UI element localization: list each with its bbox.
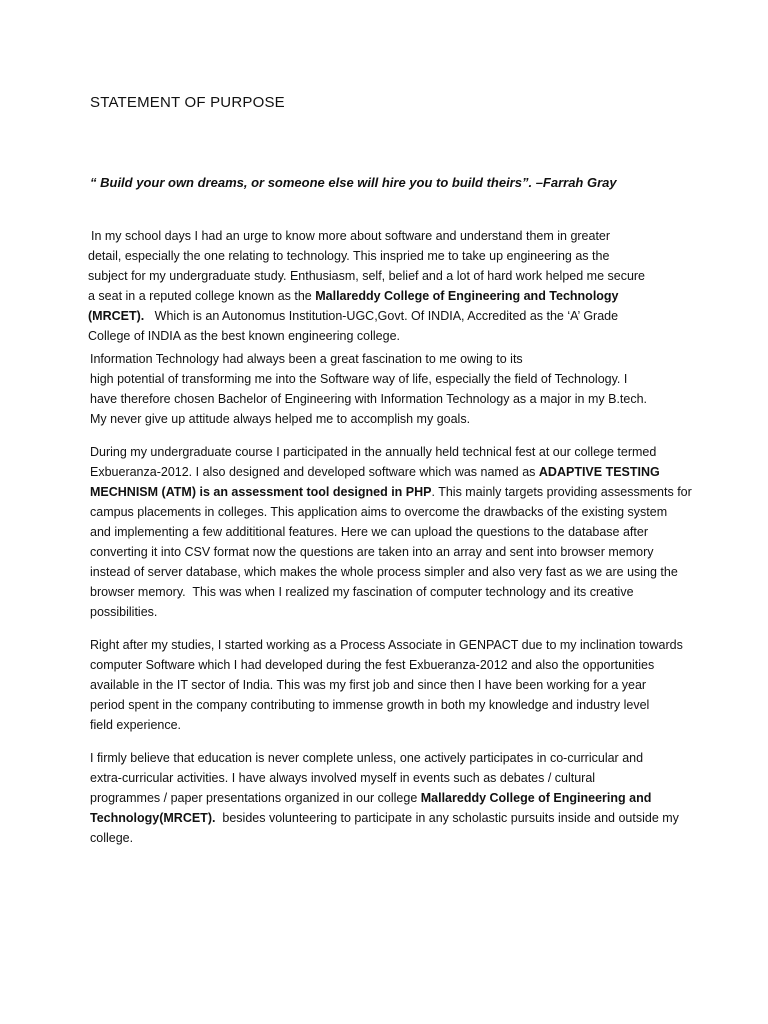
paragraph-line: possibilities.: [90, 605, 158, 619]
project-desc-bold: MECHNISM (ATM) is an assessment tool designed in PHP: [90, 485, 432, 499]
paragraph-line: campus placements in colleges. This application aims to overcome the drawbacks of the existing system: [90, 505, 668, 519]
paragraph-line: [88, 482, 692, 502]
paragraph-line: My never give up attitude always helped me to accomplish my goals.: [90, 412, 471, 426]
paragraph-line: [88, 808, 688, 828]
paragraph-school-days: [88, 226, 688, 346]
paragraph-line: I firmly believe that education is never complete unless, one actively participates in co-curricular and: [90, 751, 644, 765]
paragraph-line: available in the IT sector of India. This was my first job and since then I have been working for a year: [90, 678, 647, 692]
text-run: Which is an Autonomus Institution-UGC,Govt. Of INDIA, Accredited as the ‘A’ Grade: [144, 309, 619, 323]
epigraph-quote: “ Build your own dreams, or someone else will hire you to build theirs”. –Farrah Gray: [90, 175, 617, 190]
paragraph-line: have therefore chosen Bachelor of Engineering with Information Technology as a major in my B.tech.: [90, 392, 648, 406]
paragraph-line: converting it into CSV format now the questions are taken into an array and sent into browser memory: [90, 545, 654, 559]
paragraph-line: college.: [90, 831, 134, 845]
text-run: programmes / paper presentations organized in our college: [90, 791, 421, 805]
text-run: Exbueranza-2012. I also designed and developed software which was named as: [90, 465, 539, 479]
text-run: . This mainly targets providing assessments for: [431, 485, 692, 499]
paragraph-line: high potential of transforming me into the Software way of life, especially the field of Technology. I: [90, 372, 628, 386]
paragraph-line: and implementing a few addititional features. Here we can upload the questions to the database after: [90, 525, 648, 539]
paragraph-line: computer Software which I had developed during the fest Exbueranza-2012 and also the opportunities: [90, 658, 655, 672]
text-run: besides volunteering to participate in any scholastic pursuits inside and outside my: [215, 811, 679, 825]
college-name-bold: Mallareddy College of Engineering and: [420, 791, 652, 805]
college-name-bold: Mallareddy College of Engineering and Technology: [315, 289, 619, 303]
page-title: STATEMENT OF PURPOSE: [90, 94, 285, 111]
text-run: a seat in a reputed college known as the: [88, 289, 316, 303]
paragraph-line: During my undergraduate course I participated in the annually held technical fest at our college termed: [90, 445, 657, 459]
paragraph-work-experience: [88, 635, 688, 735]
project-name-bold: ADAPTIVE TESTING: [538, 465, 660, 479]
paragraph-line: [88, 788, 688, 808]
paragraph-line: [88, 286, 688, 306]
paragraph-line: field experience.: [90, 718, 182, 732]
paragraph-line: Information Technology had always been a great fascination to me owing to its: [90, 352, 523, 366]
paragraph-line: subject for my undergraduate study. Enthusiasm, self, belief and a lot of hard work helped me secure: [88, 269, 646, 283]
paragraph-line: [88, 306, 688, 326]
paragraph-line: extra-curricular activities. I have always involved myself in events such as debates / cultural: [90, 771, 596, 785]
paragraph-line: College of INDIA as the best known engineering college.: [88, 329, 400, 343]
paragraph-line: instead of server database, which makes the whole process simpler and also very fast as we are using the: [90, 565, 678, 579]
paragraph-line: In my school days I had an urge to know more about software and understand them in greater: [91, 229, 611, 243]
college-abbrev-bold: (MRCET).: [88, 309, 145, 323]
paragraph-undergraduate: [88, 442, 692, 622]
paragraph-line: Right after my studies, I started working as a Process Associate in GENPACT due to my inclination towards: [90, 638, 683, 652]
paragraph-line: period spent in the company contributing to immense growth in both my knowledge and industry level: [90, 698, 650, 712]
paragraph-extracurricular: [88, 748, 688, 848]
paragraph-line: detail, especially the one relating to technology. This inspried me to take up engineering as the: [88, 249, 610, 263]
paragraph-line: browser memory. This was when I realized my fascination of computer technology and its creative: [90, 585, 634, 599]
college-abbrev-bold: Technology(MRCET).: [90, 811, 216, 825]
paragraph-it-fascination: [88, 349, 688, 429]
paragraph-line: [88, 462, 688, 482]
